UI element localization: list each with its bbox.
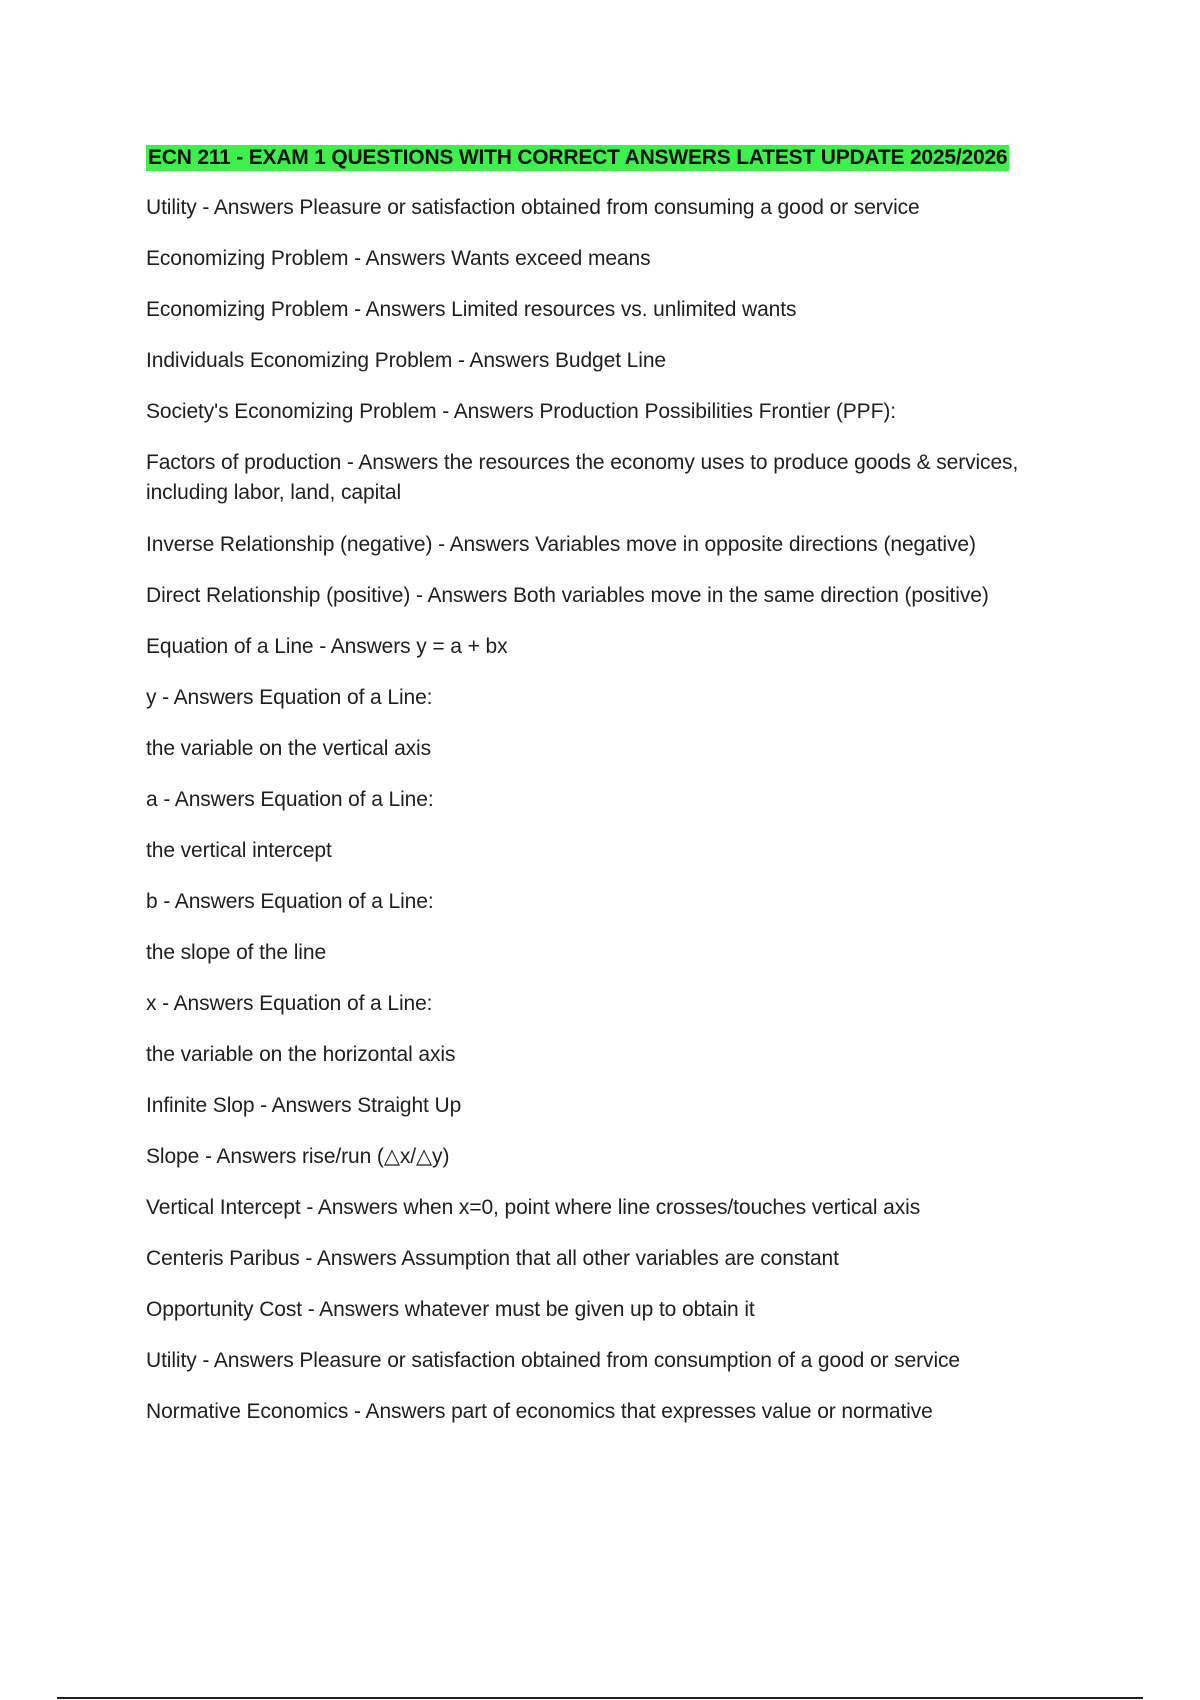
qa-line: a - Answers Equation of a Line: [146, 788, 434, 811]
qa-line: Economizing Problem - Answers Wants exceed means [146, 247, 651, 270]
qa-line: Vertical Intercept - Answers when x=0, point where line crosses/touches vertical axis [146, 1196, 921, 1219]
qa-line: y - Answers Equation of a Line: [146, 686, 433, 709]
qa-line: Normative Economics - Answers part of economics that expresses value or normative [146, 1400, 933, 1423]
qa-line: Opportunity Cost - Answers whatever must be given up to obtain it [146, 1298, 755, 1321]
qa-line: Utility - Answers Pleasure or satisfaction obtained from consumption of a good or service [146, 1349, 960, 1372]
qa-line: Society's Economizing Problem - Answers Production Possibilities Frontier (PPF): [146, 400, 896, 423]
document-title: ECN 211 - EXAM 1 QUESTIONS WITH CORRECT ANSWERS LATEST UPDATE 2025/2026 [148, 146, 1008, 169]
qa-line: Equation of a Line - Answers y = a + bx [146, 635, 508, 658]
qa-line: the variable on the horizontal axis [146, 1043, 456, 1066]
qa-line: Slope - Answers rise/run (△x/△y) [146, 1145, 450, 1168]
qa-line: Factors of production - Answers the resources the economy uses to produce goods & services, including labor, land, capital [146, 451, 1019, 504]
qa-line: Centeris Paribus - Answers Assumption that all other variables are constant [146, 1247, 839, 1270]
qa-line: Infinite Slop - Answers Straight Up [146, 1094, 462, 1117]
qa-line: Economizing Problem - Answers Limited resources vs. unlimited wants [146, 298, 797, 321]
qa-line: Direct Relationship (positive) - Answers Both variables move in the same direction (positive) [146, 584, 989, 607]
qa-line: the variable on the vertical axis [146, 737, 432, 760]
qa-list [146, 193, 1096, 1448]
qa-line: Utility - Answers Pleasure or satisfaction obtained from consuming a good or service [146, 196, 920, 219]
qa-line: the slope of the line [146, 941, 327, 964]
qa-line: x - Answers Equation of a Line: [146, 992, 433, 1015]
qa-line: Individuals Economizing Problem - Answers Budget Line [146, 349, 666, 372]
qa-line: b - Answers Equation of a Line: [146, 890, 434, 913]
qa-line: Inverse Relationship (negative) - Answers Variables move in opposite directions (negative) [146, 533, 976, 556]
title-container [146, 145, 1009, 171]
qa-line: the vertical intercept [146, 839, 332, 862]
footer-divider [57, 1697, 1143, 1699]
